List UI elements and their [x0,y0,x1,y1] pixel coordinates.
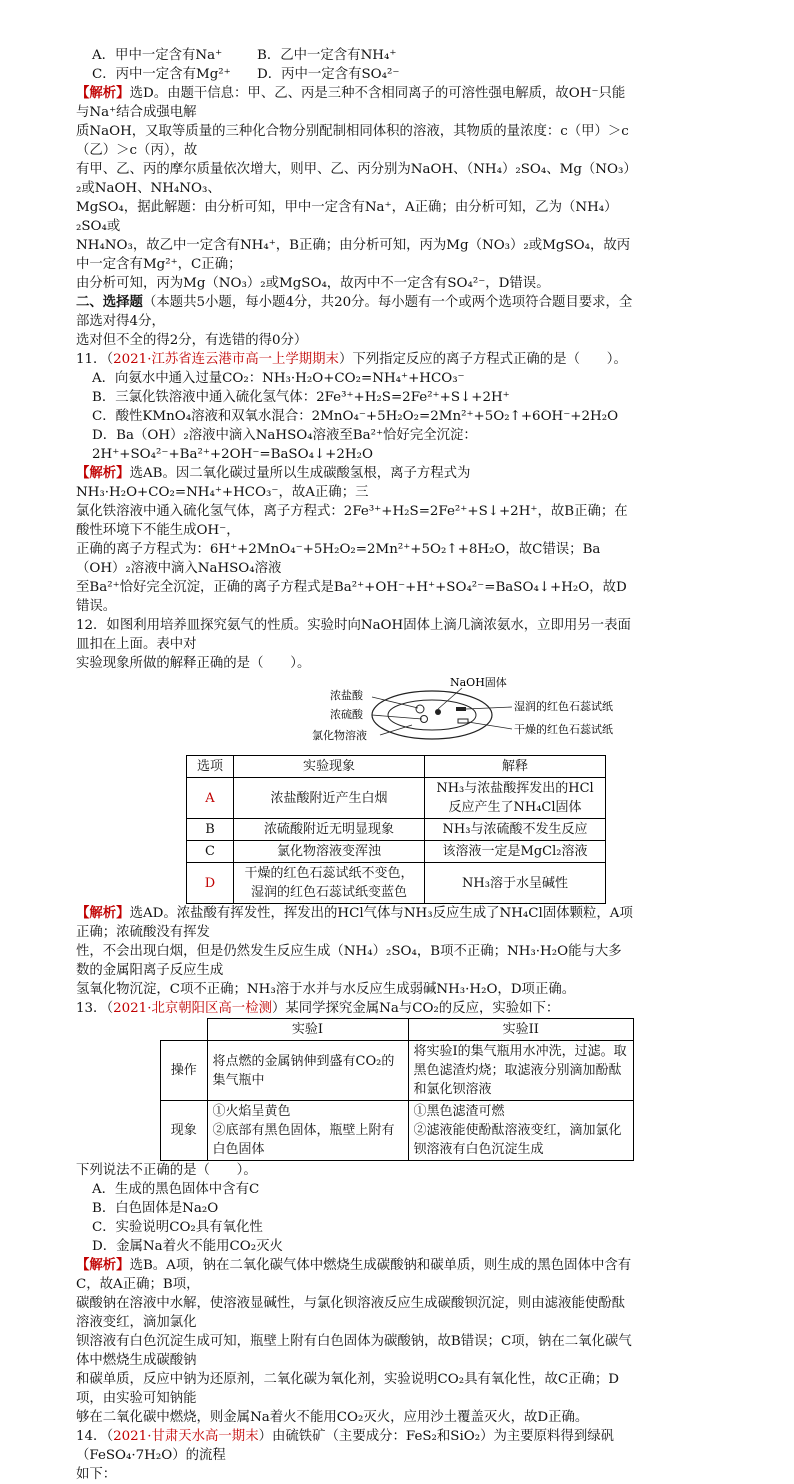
table-cell: NH₃与浓硫酸不发生反应 [425,819,606,841]
table-header: 实验II [408,1019,634,1041]
table-row [187,778,606,819]
table-corner [161,1019,208,1041]
q10-options-row2 [76,65,634,84]
table-header: 选项 [187,756,234,778]
section-desc: （本题共5小题，每小题4分，共20分。每小题有一个或两个选项符合题目要求，全部选对得4分， [76,295,633,329]
table-cell: 将点燃的金属钠伸到盛有CO₂的集气瓶中 [207,1041,408,1101]
analysis-tag: 【解析】 [76,1257,130,1273]
q10-analysis [76,84,634,293]
label-dry-paper: 干燥的红色石蕊试纸 [514,723,613,736]
q10-options-row1 [76,46,634,65]
question-14 [76,1427,634,1484]
q13-option-a: A．生成的黑色固体中含有C [92,1182,260,1197]
question-stem: ）某同学探究金属Na与CO₂的反应，实验如下： [271,1001,560,1016]
table-cell: 浓硫酸附近无明显现象 [234,819,425,841]
question-stem: ）下列指定反应的离子方程式正确的是（ ）。 [338,352,627,367]
q11-option-b: B．三氯化铁溶液中通入硫化氢气体：2Fe³⁺+H₂S=2Fe²⁺+S↓+2H⁺ [92,390,510,405]
q10-option-a: A．甲中一定含有Na⁺ [92,48,223,63]
petri-dish-diagram [272,677,632,747]
label-naoh: NaOH固体 [450,677,507,689]
analysis-line: 氯化铁溶液中通入硫化氢气体，离子方程式：2Fe³⁺+H₂S=2Fe²⁺+S↓+2H⁺，故B正确；在酸性环境下不能生成OH⁻， [76,504,628,538]
table-cell: 该溶液一定是MgCl₂溶液 [425,841,606,863]
analysis-line: 和碳单质，反应中钠为还原剂，二氧化碳为氧化剂，实验说明CO₂具有氧化性，故C正确；D项，由实验可知钠能 [76,1372,620,1406]
analysis-line: 至Ba²⁺恰好完全沉淀，正确的离子方程式是Ba²⁺+OH⁻+H⁺+SO₄²⁻=BaSO₄↓+H₂O，故D错误。 [76,580,627,614]
table-cell: ①黑色滤渣可燃 ②滤液能使酚酞溶液变红，滴加氯化钡溶液有白色沉淀生成 [408,1101,634,1161]
section-2-header [76,293,634,350]
analysis-line: MgSO₄，据此解题：由分析可知，甲中一定含有Na⁺，A正确；由分析可知，乙为（NH₄）₂SO₄或 [76,200,618,234]
table-cell: 干燥的红色石蕊试纸不变色，湿润的红色石蕊试纸变蓝色 [234,863,425,904]
analysis-line: 性，不会出现白烟，但是仍然发生反应生成（NH₄）₂SO₄，B项不正确；NH₃·H₂O能与大多数的金属阳离子反应生成 [76,944,622,978]
naoh-solid [435,709,441,715]
q13-option-b: B．白色固体是Na₂O [92,1201,219,1216]
analysis-line: 有甲、乙、丙的摩尔质量依次增大，则甲、乙、丙分别为NaOH、（NH₄）₂SO₄、Mg（NO₃）₂或NaOH、NH₄NO₃、 [76,162,631,196]
analysis-line: 选AB。因二氧化碳过量所以生成碳酸氢根，离子方程式为NH₃·H₂O+CO₂=NH₄⁺+HCO₃⁻，故A正确；三 [76,466,471,500]
table-header: 解释 [425,756,606,778]
question-number: 14．（ [76,1429,114,1444]
table-cell: C [187,841,234,863]
label-h2so4: 浓硫酸 [330,708,363,721]
table-cell: ①火焰呈黄色 ②底部有黑色固体，瓶壁上附有白色固体 [207,1101,408,1161]
wet-paper [456,707,466,711]
label-chloride: 氯化物溶液 [312,729,367,742]
analysis-line: 选D。由题干信息：甲、乙、丙是三种不含相同离子的可溶性强电解质，故OH⁻只能与Na⁺结合成强电解 [76,86,626,120]
table-header: 实验现象 [234,756,425,778]
question-stem: 12．如图利用培养皿探究氨气的性质。实验时向NaOH固体上滴几滴浓氨水，立即用另一表面皿扣在上面。表中对 [76,618,631,652]
label-wet-paper: 湿润的红色石蕊试纸 [514,700,613,713]
question-stem-2: 如下： [76,1467,117,1482]
q11-option-c: C．酸性KMnO₄溶液和双氧水混合：2MnO₄⁻+5H₂O₂=2Mn²⁺+5O₂↑+6OH⁻+2H₂O [92,409,619,424]
table-cell: B [187,819,234,841]
table-row [161,1101,634,1161]
dry-paper [458,719,468,723]
question-source: 2021·江苏省连云港市高一上学期期末 [113,352,339,367]
question-prompt: 下列说法不正确的是（ ）。 [76,1163,257,1178]
analysis-line: 选B。A项，钠在二氧化碳气体中燃烧生成碳酸钠和碳单质，则生成的黑色固体中含有C，故A正确；B项， [76,1258,632,1292]
table-cell: 氯化物溶液变浑浊 [234,841,425,863]
question-source: 2021·甘肃天水高一期末 [113,1429,259,1444]
question-number: 13．（ [76,1001,114,1016]
section-desc-2: 选对但不全的得2分，有选错的得0分） [76,333,308,348]
table-cell: NH₃溶于水呈碱性 [425,863,606,904]
section-title: 二、选择题 [76,294,143,310]
q10-option-c: C．丙中一定含有Mg²⁺ [92,67,231,82]
dish-inner [388,700,476,730]
analysis-line: 正确的离子方程式为：6H⁺+2MnO₄⁻+5H₂O₂=2Mn²⁺+5O₂↑+8H₂O，故C错误；Ba（OH）₂溶液中滴入NaHSO₄溶液 [76,542,601,576]
question-source: 2021·北京朝阳区高一检测 [113,1001,272,1016]
table-row [187,863,606,904]
question-number: 11．（ [76,352,114,367]
analysis-line: NH₄NO₃，故乙中一定含有NH₄⁺，B正确；由分析可知，丙为Mg（NO₃）₂或MgSO₄，故丙中一定含有Mg²⁺，C正确； [76,238,631,272]
petri-dish-figure [272,677,634,753]
q10-option-d: D．丙中一定含有SO₄²⁻ [257,67,400,82]
analysis-line: 碳酸钠在溶液中水解，使溶液显碱性，与氯化钡溶液反应生成碳酸钡沉淀，则由滤液能使酚酞溶液变红，滴加氯化 [76,1296,626,1330]
label-hcl: 浓盐酸 [330,689,363,702]
q10-option-b: B．乙中一定含有NH₄⁺ [257,48,397,63]
question-11 [76,350,634,616]
question-12 [76,616,634,999]
q11-option-a: A．向氨水中通入过量CO₂：NH₃·H₂O+CO₂=NH₄⁺+HCO₃⁻ [92,371,465,386]
question-stem: ）由硫铁矿（主要成分：FeS₂和SiO₂）为主要原料得到绿矾（FeSO₄·7H₂O）的流程 [76,1429,615,1463]
analysis-tag: 【解析】 [76,85,130,101]
question-stem: 实验现象所做的解释正确的是（ ）。 [76,656,311,671]
table-row [161,1041,634,1101]
table-row [187,841,606,863]
q13-option-d: D．金属Na着火不能用CO₂灭火 [92,1239,283,1254]
hcl-drop [416,705,424,713]
q12-table [186,755,606,904]
analysis-line: 由分析可知，丙为Mg（NO₃）₂或MgSO₄，故丙中不一定含有SO₄²⁻，D错误。 [76,276,550,291]
table-cell: 将实验I的集气瓶用水冲洗，过滤。取黑色滤渣灼烧；取滤液分别滴加酚酞和氯化钡溶液 [408,1041,634,1101]
table-cell: 浓盐酸附近产生白烟 [234,778,425,819]
q11-option-d: D．Ba（OH）₂溶液中滴入NaHSO₄溶液至Ba²⁺恰好完全沉淀：2H⁺+SO₄²⁻+Ba²⁺+2OH⁻=BaSO₄↓+2H₂O [92,428,477,462]
table-cell: 现象 [161,1101,208,1161]
question-13 [76,999,634,1427]
table-cell: D [187,863,234,904]
table-row [187,819,606,841]
analysis-line: 钡溶液有白色沉淀生成可知，瓶壁上附有白色固体为碳酸钠，故B错误；C项，钠在二氧化碳气体中燃烧生成碳酸钠 [76,1334,632,1368]
analysis-line: 氢氧化物沉淀，C项不正确；NH₃溶于水并与水反应生成弱碱NH₃·H₂O，D项正确。 [76,982,576,997]
table-header: 实验I [207,1019,408,1041]
analysis-tag: 【解析】 [76,905,130,921]
analysis-line: 够在二氧化碳中燃烧，则金属Na着火不能用CO₂灭火，应用沙土覆盖灭火，故D正确。 [76,1410,589,1425]
table-cell: 操作 [161,1041,208,1101]
analysis-line: 选AD。浓盐酸有挥发性，挥发出的HCl气体与NH₃反应生成了NH₄Cl固体颗粒，A项正确；浓硫酸没有挥发 [76,906,633,940]
q13-table [160,1018,634,1161]
analysis-tag: 【解析】 [76,465,130,481]
table-cell: A [187,778,234,819]
q13-option-c: C．实验说明CO₂具有氧化性 [92,1220,263,1235]
table-cell: NH₃与浓盐酸挥发出的HCl反应产生了NH₄Cl固体 [425,778,606,819]
analysis-line: 质NaOH，又取等质量的三种化合物分别配制相同体积的溶液，其物质的量浓度：c（甲）＞c（乙）＞c（丙），故 [76,124,629,158]
